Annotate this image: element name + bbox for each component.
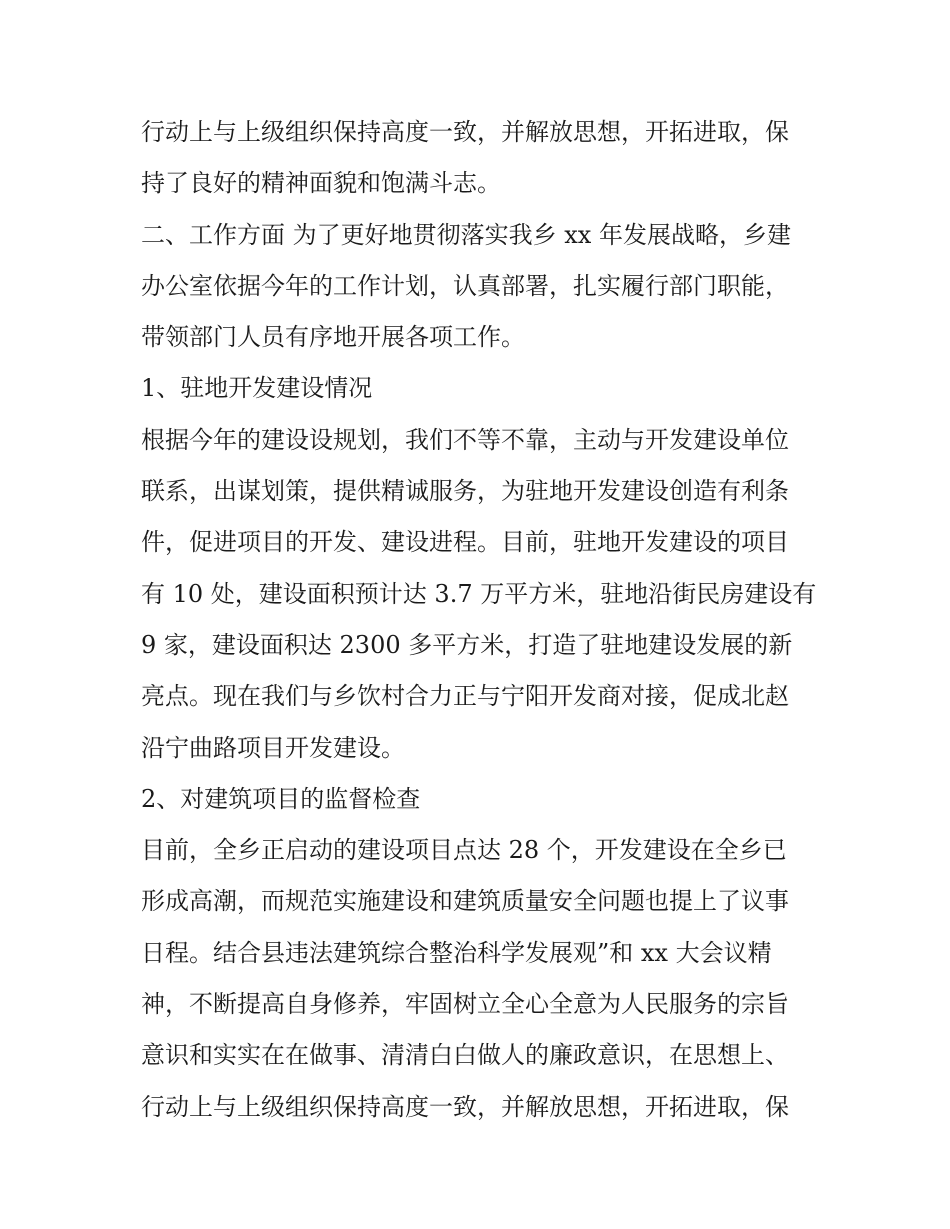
- text-line: 联系，出谋划策，提供精诚服务，为驻地开发建设创造有利条: [141, 477, 789, 506]
- text-line: 沿宁曲路项目开发建设。: [141, 733, 405, 762]
- subsection-heading: 1、驻地开发建设情况: [141, 374, 373, 403]
- text-line: 行动上与上级组织保持高度一致，并解放思想，开拓进取，保: [141, 1092, 789, 1121]
- text-line: 形成高潮，而规范实施建设和建筑质量安全问题也提上了议事: [141, 887, 789, 916]
- text-line: 有 10 处，建设面积预计达 3.7 万平方米，驻地沿街民房建设有: [141, 579, 817, 608]
- subsection-heading: 2、对建筑项目的监督检查: [141, 784, 421, 813]
- body-text: [141, 107, 821, 1133]
- text-line: 亮点。现在我们与乡饮村合力正与宁阳开发商对接，促成北赵: [141, 682, 789, 711]
- text-line: 件，促进项目的开发、建设进程。目前，驻地开发建设的项目: [141, 528, 789, 557]
- text-line: 意识和实实在在做事、清清白白做人的廉政意识，在思想上、: [141, 1041, 789, 1070]
- text-line: 9 家，建设面积达 2300 多平方米，打造了驻地建设发展的新: [141, 630, 793, 659]
- section-heading: 二、工作方面 为了更好地贯彻落实我乡 xx 年发展战略，乡建: [141, 220, 791, 249]
- text-line: 日程。结合县违法建筑综合整治科学发展观”和 xx 大会议精: [141, 938, 772, 967]
- text-line: 神，不断提高自身修养，牢固树立全心全意为人民服务的宗旨: [141, 990, 789, 1019]
- text-line: 持了良好的精神面貌和饱满斗志。: [141, 169, 501, 198]
- text-line: 带领部门人员有序地开展各项工作。: [141, 323, 525, 352]
- text-line: 行动上与上级组织保持高度一致，并解放思想，开拓进取，保: [141, 118, 789, 146]
- text-line: 根据今年的建设设规划，我们不等不靠，主动与开发建设单位: [141, 425, 789, 454]
- text-line: 目前，全乡正启动的建设项目点达 28 个，开发建设在全乡已: [141, 836, 787, 865]
- text-line: 办公室依据今年的工作计划，认真部署，扎实履行部门职能，: [141, 271, 789, 300]
